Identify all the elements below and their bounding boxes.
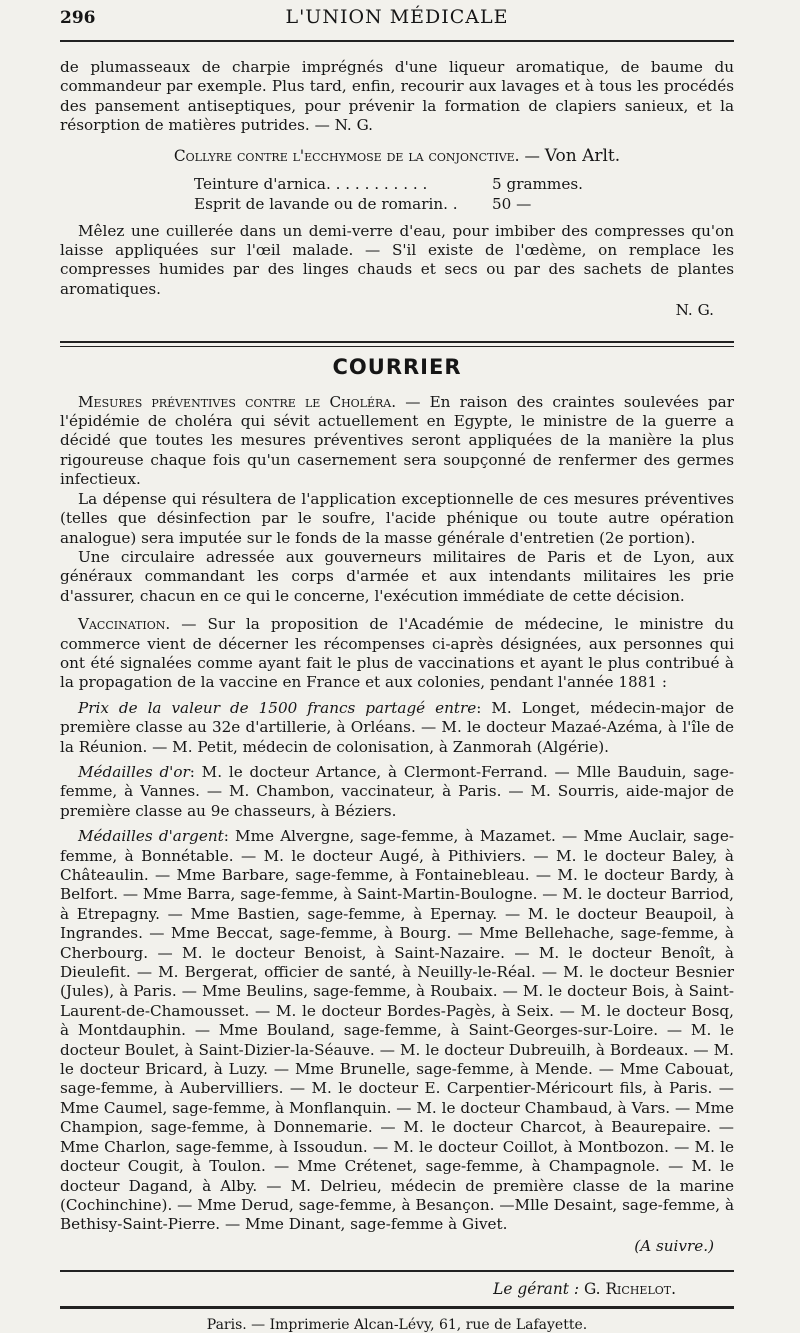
courrier-section [60, 393, 734, 1256]
or-paragraph [60, 763, 734, 821]
mesures-heading: Mesures préventives contre le Choléra. [78, 392, 397, 411]
argent-text: : Mme Alvergne, sage-femme, à Mazamet. — Mme Auclair, sage-femme, à Bonnétable. — M. le docteur Augé, à Pithiviers. — M. le docteur Baley, à Châteaulin. — Mme Barbare, sage-femme, à Fontainebleau. — M. le docteur Bardy, à Belfort. — Mme Barra, sage-femme, à Saint-Martin-Boulogne. — M. le docteur Barriod, à Etrepagny. — Mme Bastien, sage-femme, à Epernay. — M. le docteur Beaupoil, à Ingrandes. — Mme Beccat, sage-femme, à Bourg. — Mme Bellehache, sage-femme, à Cherbourg. — M. le docteur Benoist, à Saint-Nazaire. — M. le docteur Benoît, à Dieulefit. — M. Bergerat, officier de santé, à Neuilly-le-Réal. — M. le docteur Besnier (Jules), à Paris. — Mme Beulins, sage-femme, à Roubaix. — M. le docteur Bois, à Saint-Laurent-de-Chamousset. — M. le docteur Bordes-Pagès, à Seix. — M. le docteur Bosq, à Montdauphin. — Mme Bouland, sage-femme, à Saint-Georges-sur-Loire. — M. le docteur Boulet, à Saint-Dizier-la-Séauve. — M. le docteur Dubreuilh, à Bordeaux. — M. le docteur Bricard, à Luzy. — Mme Brunelle, sage-femme, à Mende. — Mme Cabouat, sage-femme, à Aubervilliers. — M. le docteur E. Carpentier-Méricourt fils, à Paris. — Mme Caumel, sage-femme, à Monflanquin. — M. le docteur Chambaud, à Vars. — Mme Champion, sage-femme, à Donnemarie. — M. le docteur Charcot, à Beaurepaire. — Mme Charlon, sage-femme, à Issoudun. — M. le docteur Coillot, à Montbozon. — M. le docteur Cougit, à Toulon. — Mme Crétenet, sage-femme, à Champagnole. — M. le docteur Dagand, à Alby. — M. Delrieu, médecin de première classe de la marine (Cochinchine). — Mme Derud, sage-femme, à Besançon. —Mlle Desaint, sage-femme, à Bethisy-Saint-Pierre. — Mme Dinant, sage-femme à Givet. [60, 827, 734, 1234]
header-rule [60, 40, 734, 42]
intro-paragraph: de plumasseaux de charpie imprégnés d'une liqueur aromatique, de baume du commandeur par exemple. Plus tard, enfin, recourir aux lavages et à tous les procédés des pansement antiseptiques, pour prévenir la formation de clapiers sanieux, et la résorption de matières putrides. — N. G. [60, 58, 734, 135]
recipe-list [194, 174, 734, 214]
suivre-note: (A suivre.) [634, 1236, 714, 1255]
imprint-line: Paris. — Imprimerie Alcan-Lévy, 61, rue de Lafayette. [206, 1317, 588, 1333]
prix-text: : M. Longet, médecin-major de première classe au 32e d'artillerie, à Orléans. — M. le docteur Mazaé-Azéma, à l'île de la Réunion. — M. Petit, médecin de colonisation, à Zanmorah (Algérie). [60, 698, 734, 756]
vaccination-text: — Sur la proposition de l'Académie de médecine, le ministre du commerce vient de décerner les récompenses ci-après désignées, aux personnes qui ont été signalées comme ayant fait le plus de vaccinations et ayant le plus contribué à la propagation de la vaccine en France et aux colonies, pendant l'année 1881 : [60, 615, 734, 692]
collyre-signature: N. G. [675, 301, 714, 320]
recipe-ingredient: Esprit de lavande ou de romarin. . [194, 194, 458, 213]
page-header [60, 0, 734, 36]
recipe-row [194, 194, 734, 214]
gerant-line [60, 1280, 734, 1298]
recipe-amount: 5 grammes. [492, 174, 583, 193]
or-text: : M. le docteur Artance, à Clermont-Ferrand. — Mlle Bauduin, sage-femme, à Vannes. — M. Chambon, vaccinateur, à Paris. — M. Sourris, aide-major de première classe au 9e chasseurs, à Béziers. [60, 762, 734, 820]
recipe-amount: 50 — [492, 194, 532, 213]
vaccination-heading: Vaccination. [78, 615, 171, 634]
recipe-ingredient: Teinture d'arnica. . . . . . . . . . . [194, 174, 428, 193]
vaccination-paragraph [60, 615, 734, 693]
section-divider [60, 341, 734, 347]
running-title: L'UNION MÉDICALE [285, 6, 509, 28]
argent-paragraph [60, 827, 734, 1235]
collyre-text: Mêlez une cuillerée dans un demi-verre d'eau, pour imbiber des compresses qu'on laisse appliquées sur l'œil malade. — S'il existe de l'œdème, on remplace les compresses humides par des linges chauds et secs ou par des sachets de plantes aromatiques. [60, 221, 734, 298]
mesures-paragraph [60, 393, 734, 490]
gerant-label: Le gérant : [493, 1280, 580, 1299]
gerant-name: G. Richelot. [583, 1280, 676, 1299]
or-label: Médailles d'or [78, 762, 190, 781]
collyre-author: Von Arlt. [544, 145, 621, 166]
mesures-paragraph-3: Une circulaire adressée aux gouverneurs militaires de Paris et de Lyon, aux généraux commandant les corps d'armée et aux intendants militaires les prie d'assurer, chacun en ce qui le concerne, l'exécution immédiate de cette décision. [60, 547, 734, 605]
footer-rule [60, 1270, 734, 1272]
prix-paragraph [60, 699, 734, 757]
mesures-paragraph-2: La dépense qui résultera de l'application exceptionnelle de ces mesures préventives (telles que désinfection par le soufre, l'acide phénique ou toute autre opération analogue) sera imputée sur le fonds de la masse générale d'entretien (2e portion). [60, 489, 734, 547]
footer-rule-2 [60, 1306, 734, 1309]
mesures-text: — En raison des craintes soulevées par l'épidémie de choléra qui sévit actuellement en Egypte, le ministre de la guerre a décidé que toutes les mesures préventives seront appliquées de la manière la plus rigoureuse chaque fois qu'un casernement sera soupçonné de renfermer des germes infectieux. [60, 392, 734, 489]
argent-label: Médailles d'argent [78, 827, 224, 846]
page-number: 296 [60, 8, 96, 28]
section-title: COURRIER [332, 354, 462, 379]
collyre-heading: Collyre contre l'ecchymose de la conjonctive. — [173, 146, 540, 165]
prix-label: Prix de la valeur de 1500 francs partagé entre [78, 698, 477, 717]
recipe-row [194, 174, 734, 194]
collyre-title [60, 146, 734, 166]
